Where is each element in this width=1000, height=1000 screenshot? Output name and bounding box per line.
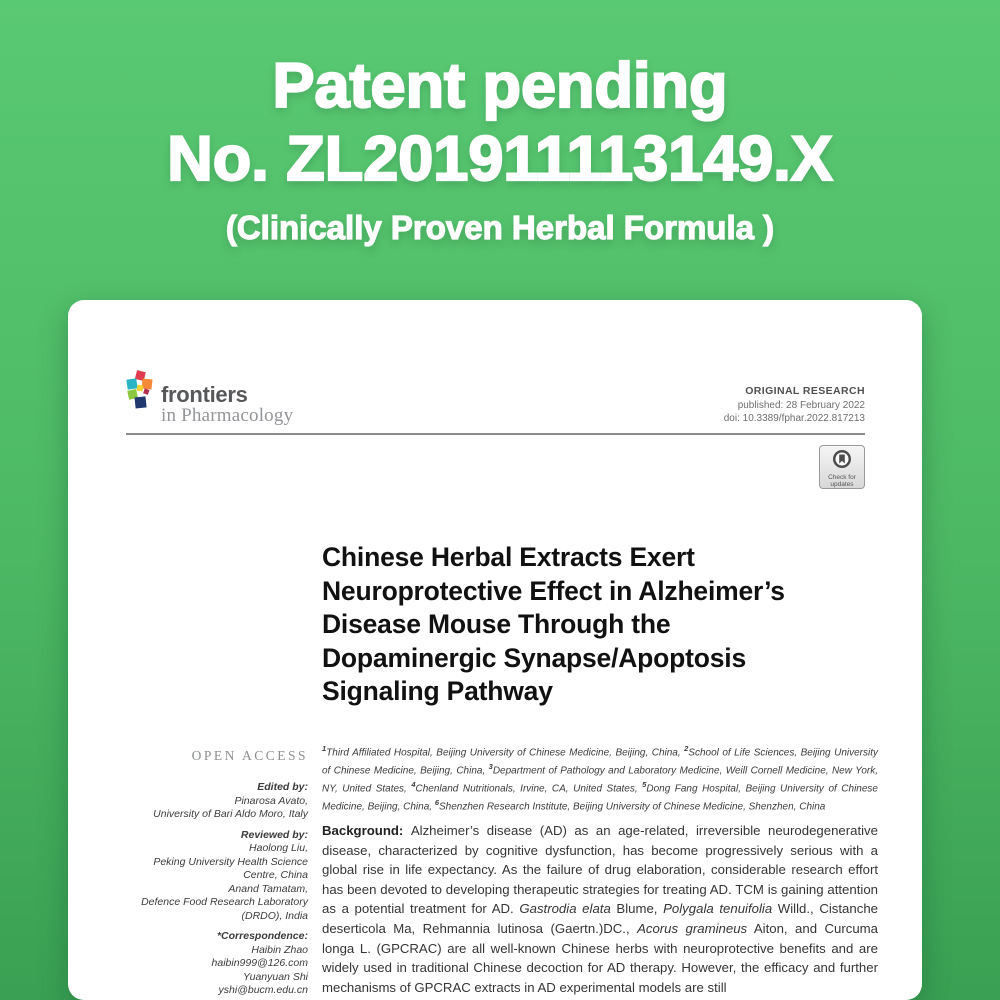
reviewed-by-label: Reviewed by: xyxy=(240,828,308,841)
correspondent-email[interactable]: haibin999@126.com xyxy=(211,957,308,969)
correspondent-email[interactable]: yshi@bucm.edu.cn xyxy=(218,984,308,996)
reviewer-name: Anand Tamatam, xyxy=(228,882,308,895)
reviewer-affiliation: (DRDO), India xyxy=(241,909,308,922)
title-line: Signaling Pathway xyxy=(322,676,553,706)
reviewer-affiliation: Defence Food Research Laboratory xyxy=(141,896,308,908)
editor-name: Pinarosa Avato, xyxy=(234,794,308,807)
banner-line-1: Patent pending xyxy=(272,51,728,121)
doi: doi: 10.3389/fphar.2022.817213 xyxy=(723,413,865,424)
title-line: Chinese Herbal Extracts Exert xyxy=(322,542,695,572)
affiliations: $^1$Third Affiliated Hospital, Beijing University of Chinese Medicine, Beijing, China, $^2$School of Life Sciences, Beijing University of Chinese Medicine, Beijing, China, $^3$Department of Pathology and Laboratory Medicine, Weill Cornell Medicine, New York, NY, United States, $^4$Chenland Nutritionals, Irvine, CA, United States, $^5$Dong Fang Hospital, Beijing University of Chinese Medicine, Beijing, China, $^6$Shenzhen Research Institute, Beijing University of Chinese Medicine, Shenzhen, China xyxy=(322,744,878,813)
sidebar xyxy=(98,748,308,1000)
paper-title xyxy=(322,541,882,709)
article-type: ORIGINAL RESEARCH xyxy=(745,385,865,397)
banner-line-3: (Clinically Proven Herbal Formula ) xyxy=(225,209,775,246)
edited-by-label: Edited by: xyxy=(257,781,308,793)
header-divider xyxy=(126,433,865,435)
reviewer-affiliation: Centre, China xyxy=(243,869,308,881)
check-updates-label-1: Check for xyxy=(828,474,856,481)
edited-by-block xyxy=(98,781,308,822)
check-updates-icon xyxy=(832,449,852,469)
check-updates-label-2: updates xyxy=(830,481,854,488)
title-line: Disease Mouse Through the xyxy=(322,609,671,639)
correspondence-block xyxy=(98,930,308,998)
check-for-updates-button[interactable] xyxy=(819,445,865,489)
correspondent-name: Yuanyuan Shi xyxy=(243,970,308,983)
abstract-text: Background: Alzheimer’s disease (AD) as an age-related, irreversible neurodegenerative disease, characterized by cognitive dysfunction, has become progressively serious with a global rise in life expectancy. As the failure of drug elaboration, considerable research effort has been devoted to developing therapeutic strategies for treating AD. TCM is gaining attention as a potential treatment for AD. Gastrodia elata Blume, Polygala tenuifolia Willd., Cistanche deserticola Ma, Rehmannia lutinosa (Gaertn.)DC., Acorus gramineus Aiton, and Curcuma longa L. (GPCRAC) are all well-known Chinese herbs with neuroprotective benefits and are widely used in traditional Chinese decoction for AD therapy. However, the efficacy and further mechanisms of GPCRAC extracts in AD experimental models are still xyxy=(322,823,878,995)
published-date: published: 28 February 2022 xyxy=(737,399,865,411)
paper-page xyxy=(68,300,922,1000)
reviewer-affiliation: Peking University Health Science xyxy=(153,855,308,868)
reviewed-by-block xyxy=(98,829,308,924)
reviewer-name: Haolong Liu, xyxy=(249,842,308,854)
journal-name: frontiers xyxy=(161,382,248,407)
frontiers-logo-icon xyxy=(126,370,156,412)
open-access-label: OPEN ACCESS xyxy=(191,748,308,763)
header-meta xyxy=(724,385,865,426)
title-line: Dopaminergic Synapse/Apoptosis xyxy=(322,642,746,673)
editor-affiliation: University of Bari Aldo Moro, Italy xyxy=(153,808,308,820)
banner-line-2: No. ZL201911113149.X xyxy=(167,124,833,194)
correspondent-name: Haibin Zhao xyxy=(251,943,308,956)
correspondence-label: *Correspondence: xyxy=(216,930,308,942)
journal-subtitle: in Pharmacology xyxy=(161,405,294,426)
promo-banner xyxy=(0,50,1000,248)
title-line: Neuroprotective Effect in Alzheimer’s xyxy=(322,575,785,606)
